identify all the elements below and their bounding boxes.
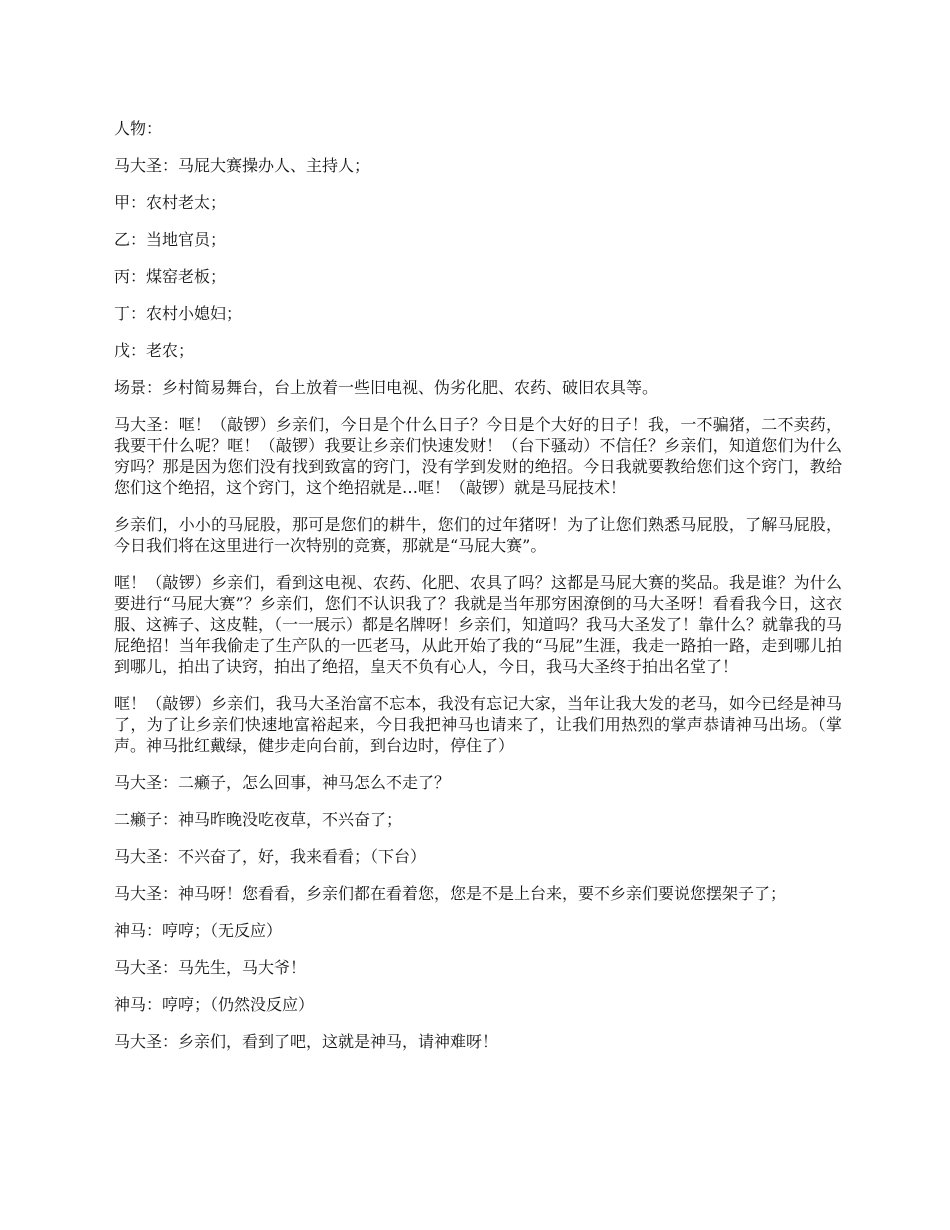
- dialogue-paragraph: 马大圣：哐！（敲锣）乡亲们，今日是个什么日子？今日是个大好的日子！我，一不骗猪，二不卖药，我要干什么呢？哐！（敲锣）我要让乡亲们快速发财！（台下骚动）不信任？乡亲们，知道您们为什么穷吗？那是因为您们没有找到致富的窍门，没有学到发财的绝招。今日我就要教给您们这个窍门，教给您们这个绝招，这个窍门，这个绝招就是…哐！（敲锣）就是马屁技术！: [114, 415, 842, 497]
- cast-member-yi: 乙：当地官员；: [114, 230, 227, 249]
- dialogue-line: 神马：哼哼；（无反应）: [114, 921, 283, 940]
- cast-member-ma-dasheng: 马大圣：马屁大赛操办人、主持人；: [114, 156, 371, 175]
- dialogue-paragraph: 乡亲们，小小的马屁股，那可是您们的耕牛，您们的过年猪呀！为了让您们熟悉马屁股，了解马屁股，今日我们将在这里进行一次特别的竞赛，那就是“马屁大赛”。: [114, 515, 842, 555]
- cast-member-ding: 丁：农村小媳妇；: [114, 304, 243, 323]
- cast-member-jia: 甲：农村老太；: [114, 193, 227, 212]
- dialogue-line: 马大圣：乡亲们，看到了吧，这就是神马，请神难呀！: [114, 1032, 499, 1051]
- dialogue-line: 马大圣：不兴奋了，好，我来看看；（下台）: [114, 847, 427, 866]
- dialogue-line: 马大圣：二癞子，怎么回事，神马怎么不走了？: [114, 773, 451, 792]
- dialogue-paragraph: 哐！（敲锣）乡亲们，看到这电视、农药、化肥、农具了吗？这都是马屁大赛的奖品。我是谁？为什么要进行“马屁大赛”？乡亲们，您们不认识我了？我就是当年那穷困潦倒的马大圣呀！看看我今日，这衣服、这裤子、这皮鞋，（一一展示）都是名牌呀！乡亲们，知道吗？我马大圣发了！靠什么？就靠我的马屁绝招！当年我偷走了生产队的一匹老马，从此开始了我的“马屁”生涯，我走一路拍一路，走到哪儿拍到哪儿，拍出了诀窍，拍出了绝招，皇天不负有心人，今日，我马大圣终于拍出名堂了！: [114, 573, 843, 676]
- document-body: [114, 118, 842, 1068]
- scene-description: 场景：乡村简易舞台，台上放着一些旧电视、伪劣化肥、农药、破旧农具等。: [114, 378, 659, 397]
- dialogue-line: 二癞子：神马昨晚没吃夜草，不兴奋了；: [114, 810, 403, 829]
- cast-member-bing: 丙：煤窑老板；: [114, 267, 227, 286]
- cast-member-wu: 戊：老农；: [114, 341, 195, 360]
- dialogue-line: 马大圣：马先生，马大爷！: [114, 958, 307, 977]
- cast-heading: 人物：: [114, 119, 163, 138]
- dialogue-line: 神马：哼哼；（仍然没反应）: [114, 995, 315, 1014]
- dialogue-paragraph: 哐！（敲锣）乡亲们，我马大圣治富不忘本，我没有忘记大家，当年让我大发的老马，如今已经是神马了，为了让乡亲们快速地富裕起来，今日我把神马也请来了，让我们用热烈的掌声恭请神马出场。（掌声。神马批红戴绿，健步走向台前，到台边时，停住了）: [114, 694, 842, 755]
- dialogue-line: 马大圣：神马呀！您看看，乡亲们都在看着您，您是不是上台来，要不乡亲们要说您摆架子了；: [114, 884, 787, 903]
